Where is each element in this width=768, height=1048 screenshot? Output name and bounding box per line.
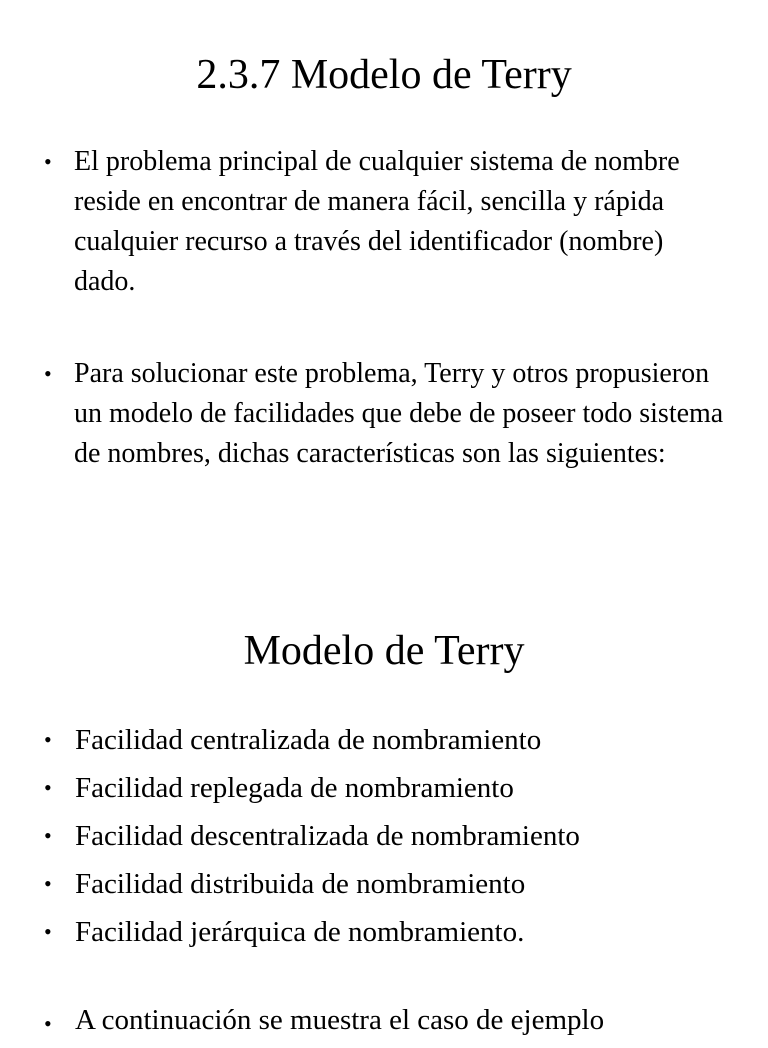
slide-1-bullet-list	[0, 142, 768, 474]
bullet-text: Facilidad distribuida de nombramiento	[75, 868, 526, 900]
bullet-item	[0, 860, 768, 908]
bullet-text: A continuación se muestra el caso de ejemplo	[75, 1004, 605, 1036]
bullet-text: Facilidad jerárquica de nombramiento.	[75, 916, 525, 948]
bullet-text: El problema principal de cualquier sistema de nombre reside en encontrar de manera fácil, sencilla y rápida cualquier recurso a través del identificador (nombre) dado.	[74, 146, 680, 297]
bullet-dot-icon: •	[44, 361, 52, 386]
bullet-dot-icon: •	[44, 1011, 52, 1036]
slide-1-title: 2.3.7 Modelo de Terry	[196, 52, 572, 98]
slide-2	[0, 600, 768, 1036]
slide-2-bullet-list	[0, 716, 768, 956]
bullet-item	[0, 764, 768, 812]
bullet-item	[0, 716, 768, 764]
bullet-text: Facilidad descentralizada de nombramiento	[75, 820, 580, 852]
bullet-item	[0, 142, 768, 302]
bullet-text: Para solucionar este problema, Terry y otros propusieron un modelo de facilidades que debe de poseer todo sistema de nombres, dichas características son las siguientes:	[74, 358, 724, 469]
bullet-item	[0, 908, 768, 956]
bullet-item	[0, 354, 768, 474]
slide-2-cutoff-list	[0, 1000, 768, 1040]
bullet-dot-icon: •	[44, 871, 52, 896]
bullet-text: Facilidad centralizada de nombramiento	[75, 724, 542, 756]
bullet-dot-icon: •	[44, 823, 52, 848]
bullet-text: Facilidad replegada de nombramiento	[75, 772, 514, 804]
bullet-dot-icon: •	[44, 775, 52, 800]
bullet-dot-icon: •	[44, 149, 52, 174]
bullet-item	[0, 1000, 768, 1040]
bullet-dot-icon: •	[44, 919, 52, 944]
slide-2-title: Modelo de Terry	[243, 628, 525, 674]
bullet-item	[0, 812, 768, 860]
bullet-dot-icon: •	[44, 727, 52, 752]
